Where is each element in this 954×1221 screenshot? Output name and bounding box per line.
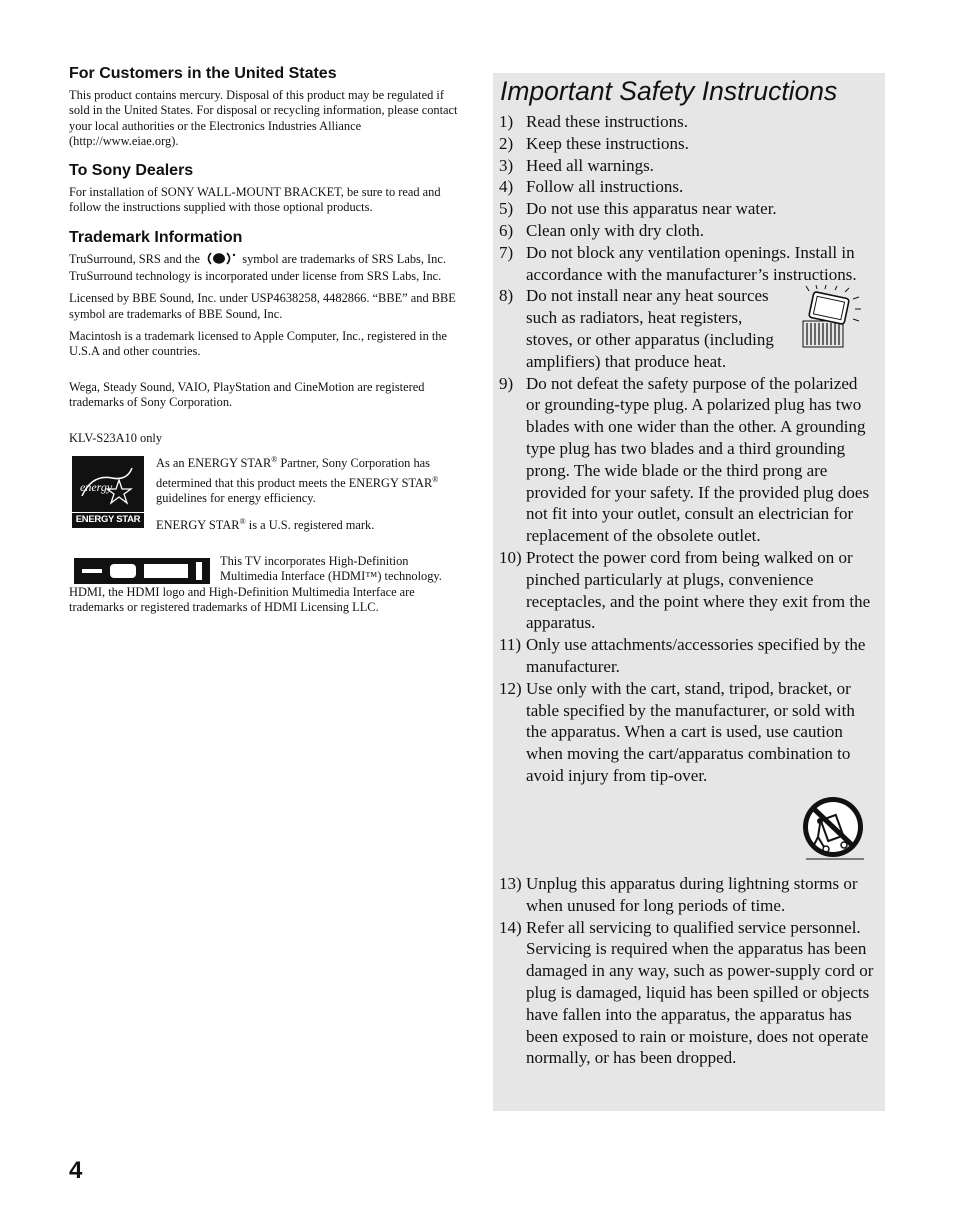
macintosh-paragraph: Macintosh is a trademark licensed to Apple Computer, Inc., registered in the U.S.A and other countries. [69,328,447,359]
list-item: 2) Keep these instructions. [499,133,689,153]
hdmi-paragraph-a: This TV incorporates High-Definition Multimedia Interface (HDMI™) technology. [220,554,442,584]
list-item: 11) Only use attachments/accessories specified by the manufacturer. [499,635,866,676]
customers-section [69,64,461,149]
trademark-heading: Trademark Information [69,228,243,246]
srs-text-a: TruSurround, SRS and the [69,251,201,266]
wega-paragraph: Wega, Steady Sound, VAIO, PlayStation and CineMotion are registered trademarks of Sony Corporation. [69,379,425,409]
model-note: KLV-S23A10 only [69,431,163,446]
hdmi-logo-text [74,558,210,584]
page-number: 4 [69,1157,83,1184]
energy-star-logo-text: ENERGY STAR [75,514,141,526]
list-item: 3) Heed all warnings. [499,155,654,175]
list-item: 13) Unplug this apparatus during lightning storms or when unused for long periods of time. [499,874,858,915]
safety-title: Important Safety Instructions [500,76,838,106]
energy-p1-c: guidelines for energy efficiency. [156,491,316,506]
dealers-heading: To Sony Dealers [69,162,194,180]
energy-star-paragraph-1 [156,452,461,506]
hdmi-logo [74,558,210,584]
trademark-section [69,228,461,615]
customers-body: This product contains mercury. Disposal of this product may be regulated if sold in the United States. For disposal or recycling information, please contact your local authorities or the Electronics Industries Alliance (http://www.eiae.org). [69,88,458,148]
hdmi-paragraph-b: HDMI, the HDMI logo and High-Definition Multimedia Interface are trademarks or registered trademarks of HDMI Licensing LLC. [69,584,415,614]
energy-p1-b: Partner, Sony Corporation has determined that this product meets the ENERGY STAR [156,456,433,490]
safety-list [493,111,885,787]
list-item: 1) Read these instructions. [499,112,688,131]
list-item: 14) Refer all servicing to qualified service personnel. Servicing is required when the apparatus has been damaged in any way, such as power-supply cord or plug is damaged, liquid has been spilled or objects have fallen into the apparatus, the apparatus has been exposed to rain or moisture, does not operate normally, or has been dropped. [499,917,874,1068]
energy-star-logo-script: energy [80,480,113,495]
energy-star-text [156,452,461,540]
list-item: 5) Do not use this apparatus near water. [499,199,777,219]
safety-instructions-panel [493,73,885,1111]
energy-star-logo [72,456,144,528]
energy-star-paragraph-2 [156,514,461,533]
left-column [69,64,461,627]
list-item: 6) Clean only with dry cloth. [499,220,705,240]
list-item: 10) Protect the power cord from being walked on or pinched particularly at plugs, convenience receptacles, and the point where they exit from the apparatus. [499,547,871,633]
srs-logo-icon [205,252,237,269]
list-item: 8) Do not install near any heat sources such as radiators, heat registers, stoves, or other apparatus (including amplifiers) that produce heat. [499,285,875,372]
list-item: 12) Use only with the cart, stand, tripod, bracket, or table specified by the manufacturer, or sold with the apparatus. When a cart is used, use caution when moving the cart/apparatus combination to avoid injury from tip-over. [499,678,855,785]
registered-mark: ® [271,455,278,465]
customers-heading: For Customers in the United States [69,65,337,82]
energy-p2-b: is a U.S. registered mark. [245,517,375,532]
hdmi-block [69,554,461,615]
registered-mark: ® [239,516,246,526]
registered-mark: ® [432,474,439,484]
dealers-section [69,161,461,216]
list-item: 9) Do not defeat the safety purpose of the polarized or grounding-type plug. A polarized plug has two blades with one wider than the other. A grounding type plug has two blades and a third grounding prong. The wide blade or the third prong are provided for your safety. If the provided plug does not fit into your outlet, consult an electrician for replacement of the obsolete outlet. [499,373,870,546]
energy-p1-a: As an ENERGY STAR [156,456,272,471]
heater-illustration-icon [789,285,875,351]
safety-list-continued [493,873,885,1069]
srs-paragraph [69,252,461,285]
list-item: 4) Follow all instructions. [499,177,684,197]
energy-p2-a: ENERGY STAR [156,517,240,532]
dealers-body: For installation of SONY WALL-MOUNT BRACKET, be sure to read and follow the instructions supplied with those optional products. [69,185,441,215]
srs-text-b: symbol are trademarks of SRS Labs, Inc. TruSurround technology is incorporated under license from SRS Labs, Inc. [69,251,446,284]
energy-star-block [69,452,461,540]
cart-tip-over-warning-icon [800,795,868,861]
list-item-text: Do not install near any heat sources such as radiators, heat registers, stoves, or other apparatus (including amplifiers) that produce heat. [526,286,774,371]
list-item: 7) Do not block any ventilation openings. Install in accordance with the manufacturer’s instructions. [499,242,857,284]
bbe-paragraph: Licensed by BBE Sound, Inc. under USP4638258, 4482866. “BBE” and BBE symbol are trademarks of BBE Sound, Inc. [69,291,456,321]
